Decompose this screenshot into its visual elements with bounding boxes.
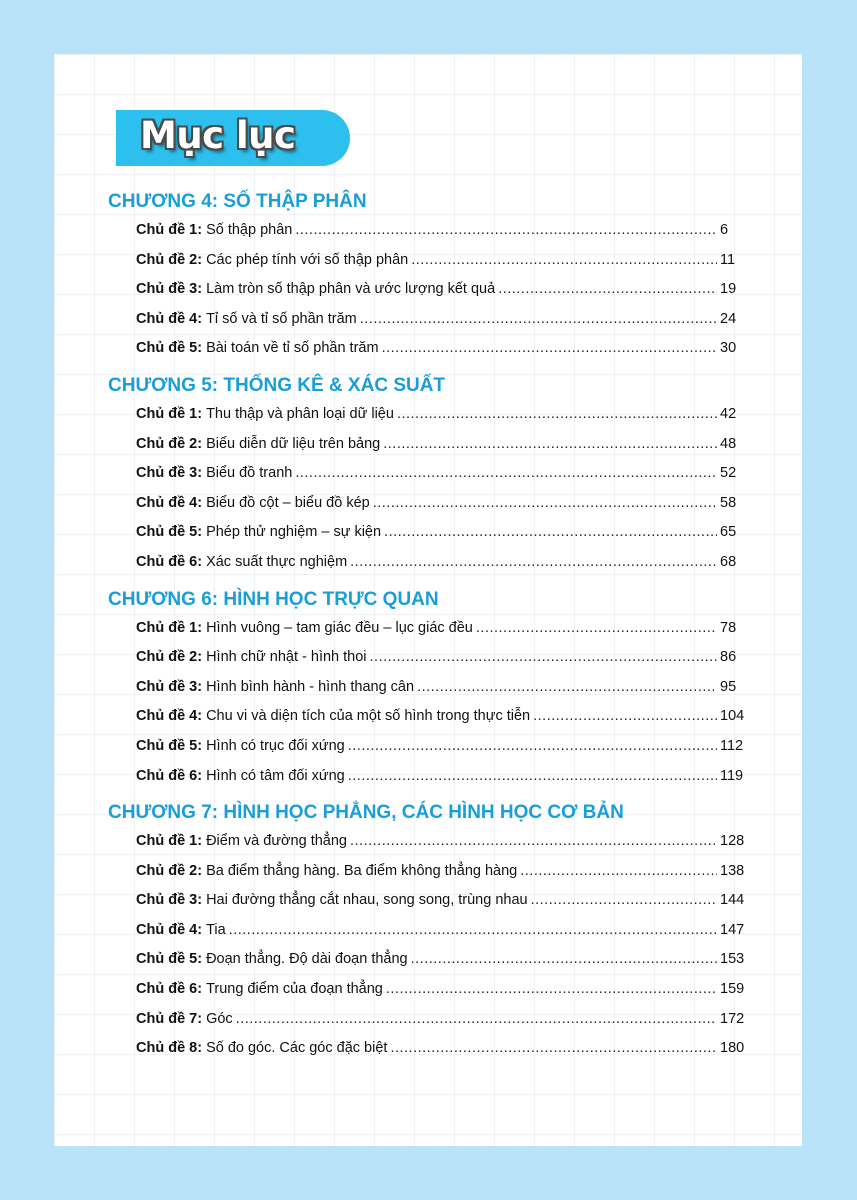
dot-leader [411, 945, 717, 975]
topic-label: Chủ đề 4: [136, 921, 203, 938]
topic-title: Xác suất thực nghiệm [206, 553, 348, 570]
page-number: 24 [720, 310, 737, 327]
topic-label: Chủ đề 4: [136, 494, 203, 511]
chapter-heading: CHƯƠNG 7: HÌNH HỌC PHẲNG, CÁC HÌNH HỌC CƠ BẢN [108, 802, 624, 824]
topic-title: Tỉ số và tỉ số phần trăm [206, 310, 357, 327]
dot-leader [236, 1005, 717, 1035]
topic-label: Chủ đề 3: [136, 678, 203, 695]
topic-title: Hình chữ nhật - hình thoi [206, 649, 367, 666]
chapter-heading: CHƯƠNG 4: SỐ THẬP PHÂN [108, 191, 367, 212]
toc-entry[interactable] [108, 305, 748, 335]
chapter-heading: CHƯƠNG 5: THỐNG KÊ & XÁC SUẤT [108, 374, 446, 396]
topic-label: Chủ đề 5: [136, 737, 203, 754]
dot-leader [390, 1034, 717, 1064]
toc-entry[interactable] [108, 945, 748, 975]
toc-entry[interactable] [108, 732, 748, 762]
topic-label: Chủ đề 2: [136, 251, 203, 268]
dot-leader [360, 305, 717, 335]
page-number: 128 [720, 833, 745, 850]
dot-leader [520, 857, 717, 887]
page-number: 68 [720, 553, 737, 570]
page-number: 52 [720, 465, 737, 482]
dot-leader [382, 334, 717, 364]
dot-leader [295, 216, 717, 246]
topic-label: Chủ đề 4: [136, 708, 203, 725]
dot-leader [348, 762, 717, 792]
topic-label: Chủ đề 1: [136, 833, 203, 850]
dot-leader [476, 614, 717, 644]
page-title: Mục lục [140, 114, 296, 157]
topic-title: Đoạn thẳng. Độ dài đoạn thẳng [206, 951, 408, 968]
page-number: 180 [720, 1040, 745, 1057]
toc-entry[interactable] [108, 1005, 748, 1035]
toc-entry[interactable] [108, 246, 748, 276]
page-number: 48 [720, 435, 737, 452]
page-number: 138 [720, 862, 745, 879]
topic-title: Biểu đồ cột – biểu đồ kép [206, 494, 370, 511]
topic-title: Ba điểm thẳng hàng. Ba điểm không thẳng hàng [206, 862, 518, 879]
topic-title: Bài toán về tỉ số phần trăm [206, 340, 379, 357]
page-number: 159 [720, 981, 745, 998]
toc-entry[interactable] [108, 430, 748, 460]
page-number: 30 [720, 340, 737, 357]
page-number: 65 [720, 524, 737, 541]
toc-entry[interactable] [108, 334, 748, 364]
topic-title: Trung điểm của đoạn thẳng [206, 981, 383, 998]
dot-leader [498, 275, 717, 305]
toc-entry[interactable] [108, 643, 748, 673]
topic-label: Chủ đề 8: [136, 1040, 203, 1057]
topic-label: Chủ đề 1: [136, 619, 203, 636]
topic-title: Hình có tâm đối xứng [206, 767, 345, 784]
toc-entry[interactable] [108, 673, 748, 703]
topic-title: Điểm và đường thẳng [206, 833, 347, 850]
toc-entry[interactable] [108, 886, 748, 916]
topic-label: Chủ đề 6: [136, 767, 203, 784]
dot-leader [383, 430, 717, 460]
topic-label: Chủ đề 6: [136, 981, 203, 998]
page-number: 86 [720, 649, 737, 666]
dot-leader [348, 732, 717, 762]
page-number: 95 [720, 678, 737, 695]
toc-entry[interactable] [108, 1034, 748, 1064]
page-number: 119 [720, 767, 744, 784]
page-number: 144 [720, 892, 745, 909]
topic-label: Chủ đề 3: [136, 465, 203, 482]
dot-leader [417, 673, 717, 703]
topic-title: Hình có trục đối xứng [206, 737, 345, 754]
page-number: 42 [720, 405, 737, 422]
topic-title: Làm tròn số thập phân và ước lượng kết quả [206, 281, 496, 298]
topic-label: Chủ đề 5: [136, 951, 203, 968]
topic-label: Chủ đề 3: [136, 892, 203, 909]
topic-label: Chủ đề 2: [136, 862, 203, 879]
dot-leader [350, 827, 717, 857]
dot-leader [370, 643, 717, 673]
page-number: 78 [720, 619, 737, 636]
topic-title: Các phép tính với số thập phân [206, 251, 409, 268]
toc-entry[interactable] [108, 216, 748, 246]
table-of-contents [108, 188, 748, 1064]
topic-title: Thu thập và phân loại dữ liệu [206, 405, 394, 422]
dot-leader [229, 916, 717, 946]
topic-title: Biểu đồ tranh [206, 465, 293, 482]
topic-label: Chủ đề 1: [136, 405, 203, 422]
dot-leader [295, 459, 717, 489]
document-page [54, 54, 802, 1146]
page-number: 58 [720, 494, 737, 511]
dot-leader [397, 400, 717, 430]
toc-entry[interactable] [108, 275, 748, 305]
page-number: 11 [720, 251, 736, 268]
toc-entry[interactable] [108, 762, 748, 792]
topic-title: Biểu diễn dữ liệu trên bảng [206, 435, 381, 452]
dot-leader [531, 886, 717, 916]
dot-leader [411, 246, 717, 276]
page-number: 19 [720, 281, 737, 298]
toc-entry[interactable] [108, 975, 748, 1005]
toc-entry[interactable] [108, 857, 748, 887]
dot-leader [350, 548, 717, 578]
topic-title: Phép thử nghiệm – sự kiện [206, 524, 382, 541]
topic-label: Chủ đề 4: [136, 310, 203, 327]
toc-entry[interactable] [108, 827, 748, 857]
page-number: 112 [720, 737, 744, 754]
topic-title: Hình vuông – tam giác đều – lục giác đều [206, 619, 473, 636]
dot-leader [384, 518, 717, 548]
topic-label: Chủ đề 1: [136, 222, 203, 238]
topic-title: Số đo góc. Các góc đặc biệt [206, 1040, 388, 1057]
topic-title: Chu vi và diện tích của một số hình trong thực tiễn [206, 708, 531, 725]
topic-title: Góc [206, 1010, 233, 1027]
page-number: 153 [720, 951, 745, 968]
toc-entry[interactable] [108, 459, 748, 489]
topic-title: Tia [206, 921, 226, 938]
topic-label: Chủ đề 2: [136, 435, 203, 452]
toc-entry[interactable] [108, 614, 748, 644]
toc-entry[interactable] [108, 548, 748, 578]
topic-title: Hai đường thẳng cắt nhau, song song, trùng nhau [206, 892, 528, 909]
dot-leader [386, 975, 717, 1005]
toc-entry[interactable] [108, 702, 748, 732]
topic-title: Số thập phân [206, 222, 293, 238]
topic-title: Hình bình hành - hình thang cân [206, 678, 415, 695]
chapter-heading: CHƯƠNG 6: HÌNH HỌC TRỰC QUAN [108, 588, 439, 610]
toc-entry[interactable] [108, 518, 748, 548]
toc-entry[interactable] [108, 916, 748, 946]
topic-label: Chủ đề 3: [136, 281, 203, 298]
toc-entry[interactable] [108, 400, 748, 430]
page-number: 6 [720, 222, 729, 238]
topic-label: Chủ đề 2: [136, 649, 203, 666]
page-number: 104 [720, 708, 745, 725]
topic-label: Chủ đề 6: [136, 553, 203, 570]
page-number: 172 [720, 1010, 745, 1027]
page-number: 147 [720, 921, 745, 938]
topic-label: Chủ đề 5: [136, 340, 203, 357]
dot-leader [533, 702, 717, 732]
topic-label: Chủ đề 7: [136, 1010, 203, 1027]
toc-entry[interactable] [108, 489, 748, 519]
dot-leader [373, 489, 717, 519]
topic-label: Chủ đề 5: [136, 524, 203, 541]
